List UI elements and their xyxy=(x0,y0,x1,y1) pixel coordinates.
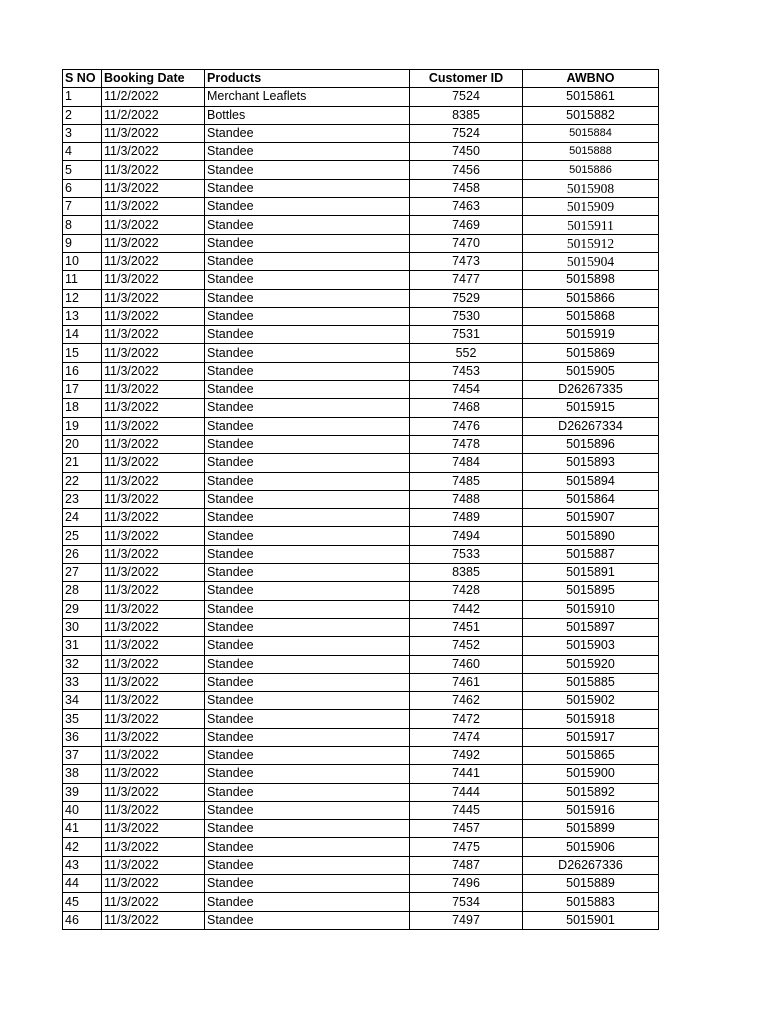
cell-customer-id: 7478 xyxy=(410,435,523,453)
cell-product: Standee xyxy=(205,454,410,472)
cell-product: Standee xyxy=(205,637,410,655)
cell-booking-date: 11/3/2022 xyxy=(102,618,205,636)
cell-sno: 38 xyxy=(63,765,102,783)
cell-booking-date: 11/3/2022 xyxy=(102,124,205,142)
cell-awbno: 5015884 xyxy=(523,124,659,142)
cell-product: Standee xyxy=(205,856,410,874)
cell-sno: 28 xyxy=(63,582,102,600)
cell-awbno: 5015887 xyxy=(523,545,659,563)
cell-sno: 13 xyxy=(63,307,102,325)
cell-customer-id: 7530 xyxy=(410,307,523,325)
cell-sno: 42 xyxy=(63,838,102,856)
table-row xyxy=(63,417,659,435)
cell-product: Standee xyxy=(205,271,410,289)
cell-sno: 19 xyxy=(63,417,102,435)
cell-awbno: 5015911 xyxy=(523,216,659,234)
cell-sno: 4 xyxy=(63,143,102,161)
cell-customer-id: 7468 xyxy=(410,399,523,417)
cell-booking-date: 11/3/2022 xyxy=(102,399,205,417)
cell-product: Standee xyxy=(205,820,410,838)
table-row xyxy=(63,399,659,417)
cell-sno: 39 xyxy=(63,783,102,801)
cell-product: Standee xyxy=(205,911,410,929)
cell-booking-date: 11/3/2022 xyxy=(102,673,205,691)
cell-awbno: 5015904 xyxy=(523,252,659,270)
cell-customer-id: 7450 xyxy=(410,143,523,161)
table-row xyxy=(63,838,659,856)
table-row xyxy=(63,143,659,161)
cell-sno: 43 xyxy=(63,856,102,874)
cell-product: Standee xyxy=(205,692,410,710)
cell-sno: 15 xyxy=(63,344,102,362)
cell-customer-id: 7474 xyxy=(410,728,523,746)
table-row xyxy=(63,124,659,142)
cell-product: Standee xyxy=(205,435,410,453)
cell-customer-id: 7485 xyxy=(410,472,523,490)
cell-booking-date: 11/2/2022 xyxy=(102,106,205,124)
table-row xyxy=(63,673,659,691)
cell-product: Standee xyxy=(205,234,410,252)
cell-sno: 27 xyxy=(63,564,102,582)
cell-product: Standee xyxy=(205,143,410,161)
cell-sno: 2 xyxy=(63,106,102,124)
table-row xyxy=(63,161,659,179)
cell-sno: 18 xyxy=(63,399,102,417)
cell-sno: 7 xyxy=(63,198,102,216)
table-row xyxy=(63,820,659,838)
cell-sno: 33 xyxy=(63,673,102,691)
cell-customer-id: 7460 xyxy=(410,655,523,673)
cell-customer-id: 7477 xyxy=(410,271,523,289)
cell-sno: 24 xyxy=(63,509,102,527)
table-row xyxy=(63,893,659,911)
cell-awbno: 5015894 xyxy=(523,472,659,490)
cell-awbno: 5015918 xyxy=(523,710,659,728)
cell-booking-date: 11/3/2022 xyxy=(102,362,205,380)
cell-booking-date: 11/3/2022 xyxy=(102,326,205,344)
cell-booking-date: 11/3/2022 xyxy=(102,637,205,655)
cell-sno: 10 xyxy=(63,252,102,270)
cell-product: Bottles xyxy=(205,106,410,124)
table-row xyxy=(63,600,659,618)
cell-awbno: 5015901 xyxy=(523,911,659,929)
cell-customer-id: 7494 xyxy=(410,527,523,545)
cell-customer-id: 7456 xyxy=(410,161,523,179)
header-awbno: AWBNO xyxy=(523,70,659,88)
cell-product: Standee xyxy=(205,417,410,435)
cell-awbno: D26267334 xyxy=(523,417,659,435)
cell-product: Standee xyxy=(205,198,410,216)
cell-booking-date: 11/3/2022 xyxy=(102,728,205,746)
cell-customer-id: 7534 xyxy=(410,893,523,911)
table-row xyxy=(63,234,659,252)
cell-customer-id: 7476 xyxy=(410,417,523,435)
cell-awbno: 5015890 xyxy=(523,527,659,545)
cell-customer-id: 7529 xyxy=(410,289,523,307)
table-row xyxy=(63,509,659,527)
table-row xyxy=(63,582,659,600)
cell-customer-id: 7484 xyxy=(410,454,523,472)
cell-product: Standee xyxy=(205,472,410,490)
cell-awbno: 5015910 xyxy=(523,600,659,618)
cell-booking-date: 11/3/2022 xyxy=(102,600,205,618)
cell-awbno: 5015897 xyxy=(523,618,659,636)
cell-booking-date: 11/3/2022 xyxy=(102,490,205,508)
cell-product: Standee xyxy=(205,179,410,197)
cell-product: Standee xyxy=(205,618,410,636)
table-row xyxy=(63,106,659,124)
table-row xyxy=(63,545,659,563)
cell-product: Standee xyxy=(205,362,410,380)
table-row xyxy=(63,307,659,325)
table-row xyxy=(63,454,659,472)
cell-product: Standee xyxy=(205,216,410,234)
table-row xyxy=(63,88,659,106)
cell-awbno: 5015917 xyxy=(523,728,659,746)
booking-sheet xyxy=(62,69,659,930)
table-body xyxy=(63,88,659,930)
table-row xyxy=(63,801,659,819)
cell-awbno: 5015888 xyxy=(523,143,659,161)
cell-sno: 34 xyxy=(63,692,102,710)
cell-product: Standee xyxy=(205,673,410,691)
cell-customer-id: 552 xyxy=(410,344,523,362)
cell-customer-id: 7496 xyxy=(410,875,523,893)
cell-customer-id: 7445 xyxy=(410,801,523,819)
table-row xyxy=(63,289,659,307)
cell-awbno: 5015868 xyxy=(523,307,659,325)
cell-booking-date: 11/3/2022 xyxy=(102,417,205,435)
cell-booking-date: 11/3/2022 xyxy=(102,710,205,728)
cell-customer-id: 7492 xyxy=(410,746,523,764)
cell-awbno: 5015906 xyxy=(523,838,659,856)
cell-booking-date: 11/3/2022 xyxy=(102,655,205,673)
cell-sno: 3 xyxy=(63,124,102,142)
cell-awbno: 5015893 xyxy=(523,454,659,472)
cell-customer-id: 7442 xyxy=(410,600,523,618)
cell-awbno: 5015903 xyxy=(523,637,659,655)
cell-booking-date: 11/3/2022 xyxy=(102,216,205,234)
cell-customer-id: 7463 xyxy=(410,198,523,216)
header-customer-id: Customer ID xyxy=(410,70,523,88)
table-row xyxy=(63,472,659,490)
cell-sno: 25 xyxy=(63,527,102,545)
cell-product: Standee xyxy=(205,600,410,618)
cell-customer-id: 7475 xyxy=(410,838,523,856)
cell-product: Standee xyxy=(205,344,410,362)
cell-sno: 26 xyxy=(63,545,102,563)
cell-awbno: 5015915 xyxy=(523,399,659,417)
cell-customer-id: 7451 xyxy=(410,618,523,636)
cell-booking-date: 11/3/2022 xyxy=(102,234,205,252)
table-row xyxy=(63,728,659,746)
cell-awbno: 5015898 xyxy=(523,271,659,289)
cell-booking-date: 11/3/2022 xyxy=(102,564,205,582)
cell-customer-id: 7487 xyxy=(410,856,523,874)
cell-awbno: 5015909 xyxy=(523,198,659,216)
cell-awbno: 5015905 xyxy=(523,362,659,380)
cell-awbno: 5015919 xyxy=(523,326,659,344)
cell-product: Standee xyxy=(205,710,410,728)
header-products: Products xyxy=(205,70,410,88)
table-row xyxy=(63,252,659,270)
cell-sno: 40 xyxy=(63,801,102,819)
cell-product: Standee xyxy=(205,490,410,508)
cell-customer-id: 7469 xyxy=(410,216,523,234)
table-row xyxy=(63,765,659,783)
table-row xyxy=(63,655,659,673)
cell-customer-id: 7454 xyxy=(410,381,523,399)
cell-awbno: 5015900 xyxy=(523,765,659,783)
cell-customer-id: 7531 xyxy=(410,326,523,344)
cell-booking-date: 11/3/2022 xyxy=(102,198,205,216)
cell-booking-date: 11/3/2022 xyxy=(102,820,205,838)
cell-booking-date: 11/3/2022 xyxy=(102,381,205,399)
cell-sno: 17 xyxy=(63,381,102,399)
cell-sno: 8 xyxy=(63,216,102,234)
cell-booking-date: 11/3/2022 xyxy=(102,527,205,545)
table-row xyxy=(63,362,659,380)
cell-awbno: 5015899 xyxy=(523,820,659,838)
cell-sno: 29 xyxy=(63,600,102,618)
cell-customer-id: 7458 xyxy=(410,179,523,197)
cell-sno: 1 xyxy=(63,88,102,106)
cell-sno: 44 xyxy=(63,875,102,893)
cell-booking-date: 11/3/2022 xyxy=(102,582,205,600)
cell-product: Standee xyxy=(205,381,410,399)
cell-product: Standee xyxy=(205,509,410,527)
cell-customer-id: 7441 xyxy=(410,765,523,783)
table-row xyxy=(63,527,659,545)
cell-awbno: 5015912 xyxy=(523,234,659,252)
cell-awbno: 5015902 xyxy=(523,692,659,710)
cell-sno: 37 xyxy=(63,746,102,764)
cell-sno: 14 xyxy=(63,326,102,344)
cell-awbno: 5015866 xyxy=(523,289,659,307)
table-row xyxy=(63,618,659,636)
cell-awbno: 5015916 xyxy=(523,801,659,819)
table-row xyxy=(63,564,659,582)
cell-awbno: 5015869 xyxy=(523,344,659,362)
cell-booking-date: 11/3/2022 xyxy=(102,893,205,911)
cell-sno: 6 xyxy=(63,179,102,197)
cell-awbno: D26267336 xyxy=(523,856,659,874)
cell-product: Standee xyxy=(205,545,410,563)
cell-customer-id: 8385 xyxy=(410,106,523,124)
cell-product: Standee xyxy=(205,564,410,582)
table-row xyxy=(63,216,659,234)
table-row xyxy=(63,326,659,344)
cell-customer-id: 7470 xyxy=(410,234,523,252)
cell-booking-date: 11/3/2022 xyxy=(102,911,205,929)
cell-awbno: 5015920 xyxy=(523,655,659,673)
cell-customer-id: 7497 xyxy=(410,911,523,929)
header-row xyxy=(63,70,659,88)
cell-customer-id: 7488 xyxy=(410,490,523,508)
cell-booking-date: 11/3/2022 xyxy=(102,692,205,710)
cell-product: Standee xyxy=(205,783,410,801)
cell-customer-id: 7457 xyxy=(410,820,523,838)
cell-sno: 11 xyxy=(63,271,102,289)
cell-sno: 23 xyxy=(63,490,102,508)
cell-sno: 30 xyxy=(63,618,102,636)
cell-customer-id: 7533 xyxy=(410,545,523,563)
cell-customer-id: 7453 xyxy=(410,362,523,380)
cell-booking-date: 11/3/2022 xyxy=(102,435,205,453)
table-row xyxy=(63,344,659,362)
cell-product: Standee xyxy=(205,326,410,344)
cell-sno: 9 xyxy=(63,234,102,252)
cell-customer-id: 7428 xyxy=(410,582,523,600)
cell-product: Merchant Leaflets xyxy=(205,88,410,106)
cell-product: Standee xyxy=(205,289,410,307)
cell-booking-date: 11/3/2022 xyxy=(102,179,205,197)
cell-customer-id: 7524 xyxy=(410,124,523,142)
cell-awbno: 5015886 xyxy=(523,161,659,179)
cell-awbno: 5015889 xyxy=(523,875,659,893)
cell-booking-date: 11/2/2022 xyxy=(102,88,205,106)
cell-awbno: D26267335 xyxy=(523,381,659,399)
cell-awbno: 5015861 xyxy=(523,88,659,106)
cell-sno: 35 xyxy=(63,710,102,728)
cell-booking-date: 11/3/2022 xyxy=(102,289,205,307)
cell-product: Standee xyxy=(205,728,410,746)
cell-booking-date: 11/3/2022 xyxy=(102,344,205,362)
cell-sno: 22 xyxy=(63,472,102,490)
cell-sno: 20 xyxy=(63,435,102,453)
cell-product: Standee xyxy=(205,801,410,819)
cell-product: Standee xyxy=(205,307,410,325)
cell-booking-date: 11/3/2022 xyxy=(102,271,205,289)
cell-customer-id: 7472 xyxy=(410,710,523,728)
table-row xyxy=(63,746,659,764)
cell-booking-date: 11/3/2022 xyxy=(102,545,205,563)
cell-customer-id: 7524 xyxy=(410,88,523,106)
table-row xyxy=(63,692,659,710)
cell-product: Standee xyxy=(205,527,410,545)
booking-table xyxy=(62,69,659,930)
table-row xyxy=(63,856,659,874)
cell-awbno: 5015883 xyxy=(523,893,659,911)
header-booking-date: Booking Date xyxy=(102,70,205,88)
cell-sno: 41 xyxy=(63,820,102,838)
cell-awbno: 5015908 xyxy=(523,179,659,197)
cell-booking-date: 11/3/2022 xyxy=(102,801,205,819)
cell-product: Standee xyxy=(205,875,410,893)
table-row xyxy=(63,637,659,655)
table-row xyxy=(63,435,659,453)
cell-customer-id: 7461 xyxy=(410,673,523,691)
table-row xyxy=(63,783,659,801)
cell-customer-id: 7462 xyxy=(410,692,523,710)
cell-booking-date: 11/3/2022 xyxy=(102,765,205,783)
cell-awbno: 5015896 xyxy=(523,435,659,453)
cell-customer-id: 7489 xyxy=(410,509,523,527)
cell-sno: 31 xyxy=(63,637,102,655)
cell-booking-date: 11/3/2022 xyxy=(102,875,205,893)
cell-product: Standee xyxy=(205,161,410,179)
cell-awbno: 5015882 xyxy=(523,106,659,124)
cell-booking-date: 11/3/2022 xyxy=(102,856,205,874)
cell-sno: 16 xyxy=(63,362,102,380)
table-row xyxy=(63,490,659,508)
table-row xyxy=(63,271,659,289)
cell-product: Standee xyxy=(205,124,410,142)
table-row xyxy=(63,198,659,216)
cell-customer-id: 7444 xyxy=(410,783,523,801)
cell-awbno: 5015864 xyxy=(523,490,659,508)
cell-product: Standee xyxy=(205,746,410,764)
cell-product: Standee xyxy=(205,399,410,417)
cell-customer-id: 7473 xyxy=(410,252,523,270)
cell-awbno: 5015865 xyxy=(523,746,659,764)
cell-sno: 36 xyxy=(63,728,102,746)
cell-product: Standee xyxy=(205,252,410,270)
cell-booking-date: 11/3/2022 xyxy=(102,143,205,161)
cell-awbno: 5015892 xyxy=(523,783,659,801)
table-row xyxy=(63,381,659,399)
cell-awbno: 5015891 xyxy=(523,564,659,582)
cell-customer-id: 8385 xyxy=(410,564,523,582)
cell-booking-date: 11/3/2022 xyxy=(102,252,205,270)
table-row xyxy=(63,179,659,197)
cell-product: Standee xyxy=(205,838,410,856)
cell-booking-date: 11/3/2022 xyxy=(102,509,205,527)
cell-booking-date: 11/3/2022 xyxy=(102,746,205,764)
cell-sno: 12 xyxy=(63,289,102,307)
cell-booking-date: 11/3/2022 xyxy=(102,783,205,801)
cell-booking-date: 11/3/2022 xyxy=(102,454,205,472)
cell-awbno: 5015907 xyxy=(523,509,659,527)
cell-awbno: 5015895 xyxy=(523,582,659,600)
cell-booking-date: 11/3/2022 xyxy=(102,472,205,490)
cell-sno: 45 xyxy=(63,893,102,911)
table-row xyxy=(63,710,659,728)
table-row xyxy=(63,875,659,893)
cell-sno: 5 xyxy=(63,161,102,179)
cell-product: Standee xyxy=(205,655,410,673)
cell-awbno: 5015885 xyxy=(523,673,659,691)
cell-booking-date: 11/3/2022 xyxy=(102,838,205,856)
cell-customer-id: 7452 xyxy=(410,637,523,655)
cell-product: Standee xyxy=(205,582,410,600)
table-row xyxy=(63,911,659,929)
header-sno: S NO xyxy=(63,70,102,88)
cell-sno: 32 xyxy=(63,655,102,673)
cell-booking-date: 11/3/2022 xyxy=(102,161,205,179)
cell-sno: 46 xyxy=(63,911,102,929)
cell-sno: 21 xyxy=(63,454,102,472)
cell-product: Standee xyxy=(205,765,410,783)
cell-product: Standee xyxy=(205,893,410,911)
cell-booking-date: 11/3/2022 xyxy=(102,307,205,325)
